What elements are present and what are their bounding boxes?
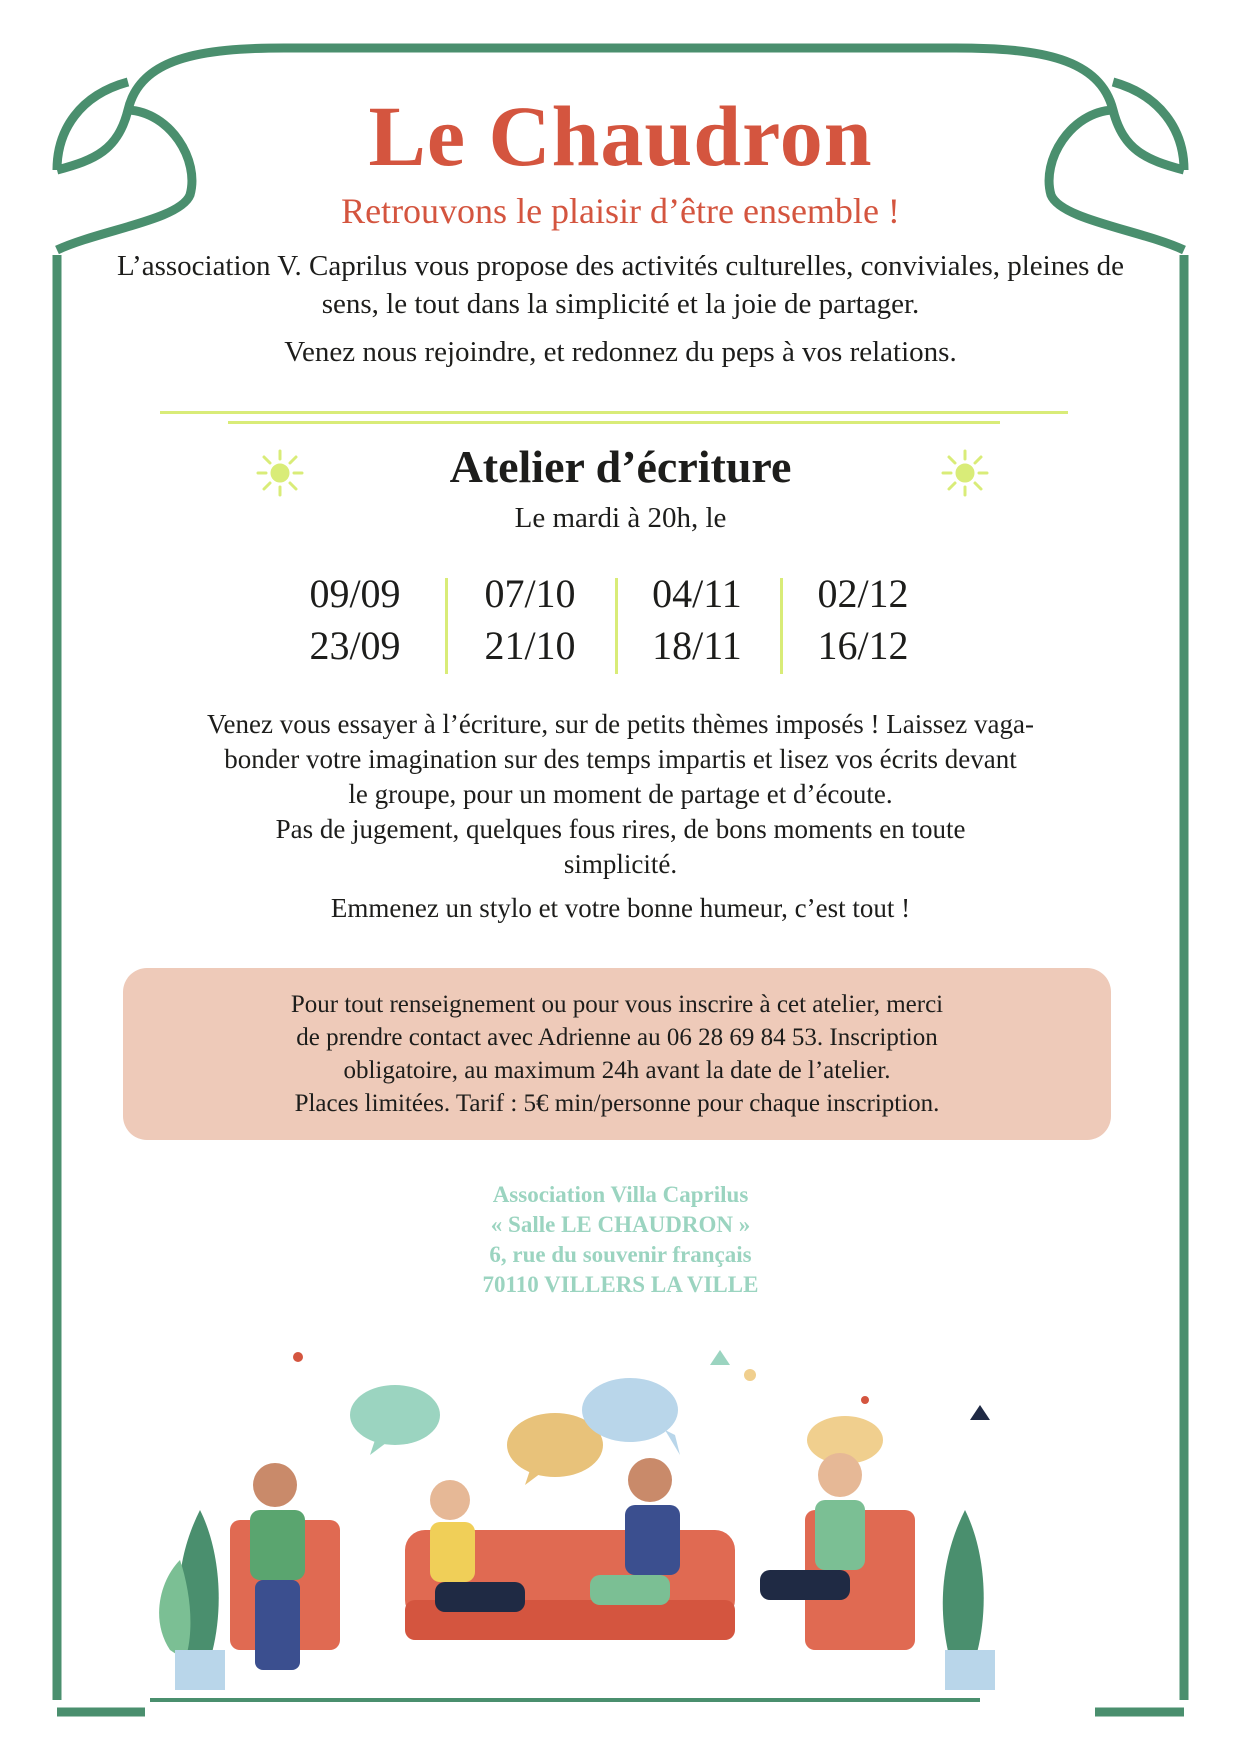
date-item: 21/10 bbox=[484, 623, 576, 668]
column-separator bbox=[615, 578, 618, 674]
date-item: 09/09 bbox=[309, 571, 401, 616]
people-conversation-illustration bbox=[150, 1330, 1090, 1720]
description-line: Venez vous essayer à l’écriture, sur de petits thèmes imposés ! Laissez vaga- bbox=[207, 709, 1034, 739]
date-column bbox=[455, 568, 605, 672]
bring-line: Emmenez un stylo et votre bonne humeur, c’est tout ! bbox=[330, 893, 911, 923]
date-item: 07/10 bbox=[484, 571, 576, 616]
workshop-schedule: Le mardi à 20h, le bbox=[514, 502, 727, 534]
info-line: Places limitées. Tarif : 5€ min/personne pour chaque inscription. bbox=[294, 1090, 940, 1117]
address-line: 6, rue du souvenir français bbox=[489, 1242, 752, 1267]
address-line: « Salle LE CHAUDRON » bbox=[490, 1212, 751, 1237]
invite-line: Venez nous rejoindre, et redonnez du peps à vos relations. bbox=[284, 336, 957, 368]
description-line: simplicité. bbox=[563, 849, 678, 879]
divider-line bbox=[228, 421, 1000, 424]
info-box bbox=[123, 968, 1111, 1140]
date-item: 18/11 bbox=[652, 623, 742, 668]
info-line: obligatoire, au maximum 24h avant la date de l’atelier. bbox=[343, 1057, 891, 1084]
dates-grid bbox=[280, 568, 960, 678]
workshop-title: Atelier d’écriture bbox=[449, 441, 792, 492]
page-subtitle: Retrouvons le plaisir d’être ensemble ! bbox=[341, 191, 900, 231]
info-line: Pour tout renseignement ou pour vous inscrire à cet atelier, merci bbox=[290, 991, 944, 1018]
info-text bbox=[123, 988, 1111, 1120]
date-item: 16/12 bbox=[817, 623, 909, 668]
description-line: bonder votre imagination sur des temps impartis et lisez vos écrits devant bbox=[224, 744, 1017, 774]
date-column bbox=[788, 568, 938, 672]
address-line: Association Villa Caprilus bbox=[492, 1182, 749, 1207]
column-separator bbox=[445, 578, 448, 674]
date-column bbox=[280, 568, 430, 672]
date-column bbox=[622, 568, 772, 672]
address-block bbox=[0, 1180, 1241, 1300]
intro-paragraph: L’association V. Caprilus vous propose des activités culturelles, conviviales, pleines de sens, le tout dans la simplicité et la joie de partager. bbox=[116, 250, 1125, 320]
description-line: Pas de jugement, quelques fous rires, de bons moments en toute bbox=[275, 814, 966, 844]
info-line: de prendre contact avec Adrienne au 06 28 69 84 53. Inscription bbox=[296, 1024, 938, 1051]
date-item: 02/12 bbox=[817, 571, 909, 616]
address-line: 70110 VILLERS LA VILLE bbox=[482, 1272, 759, 1297]
date-item: 04/11 bbox=[652, 571, 742, 616]
workshop-description bbox=[120, 707, 1121, 882]
divider-line bbox=[160, 411, 1068, 414]
column-separator bbox=[780, 578, 783, 674]
date-item: 23/09 bbox=[309, 623, 401, 668]
description-line: le groupe, pour un moment de partage et d’écoute. bbox=[348, 779, 893, 809]
page-title: Le Chaudron bbox=[368, 88, 873, 184]
